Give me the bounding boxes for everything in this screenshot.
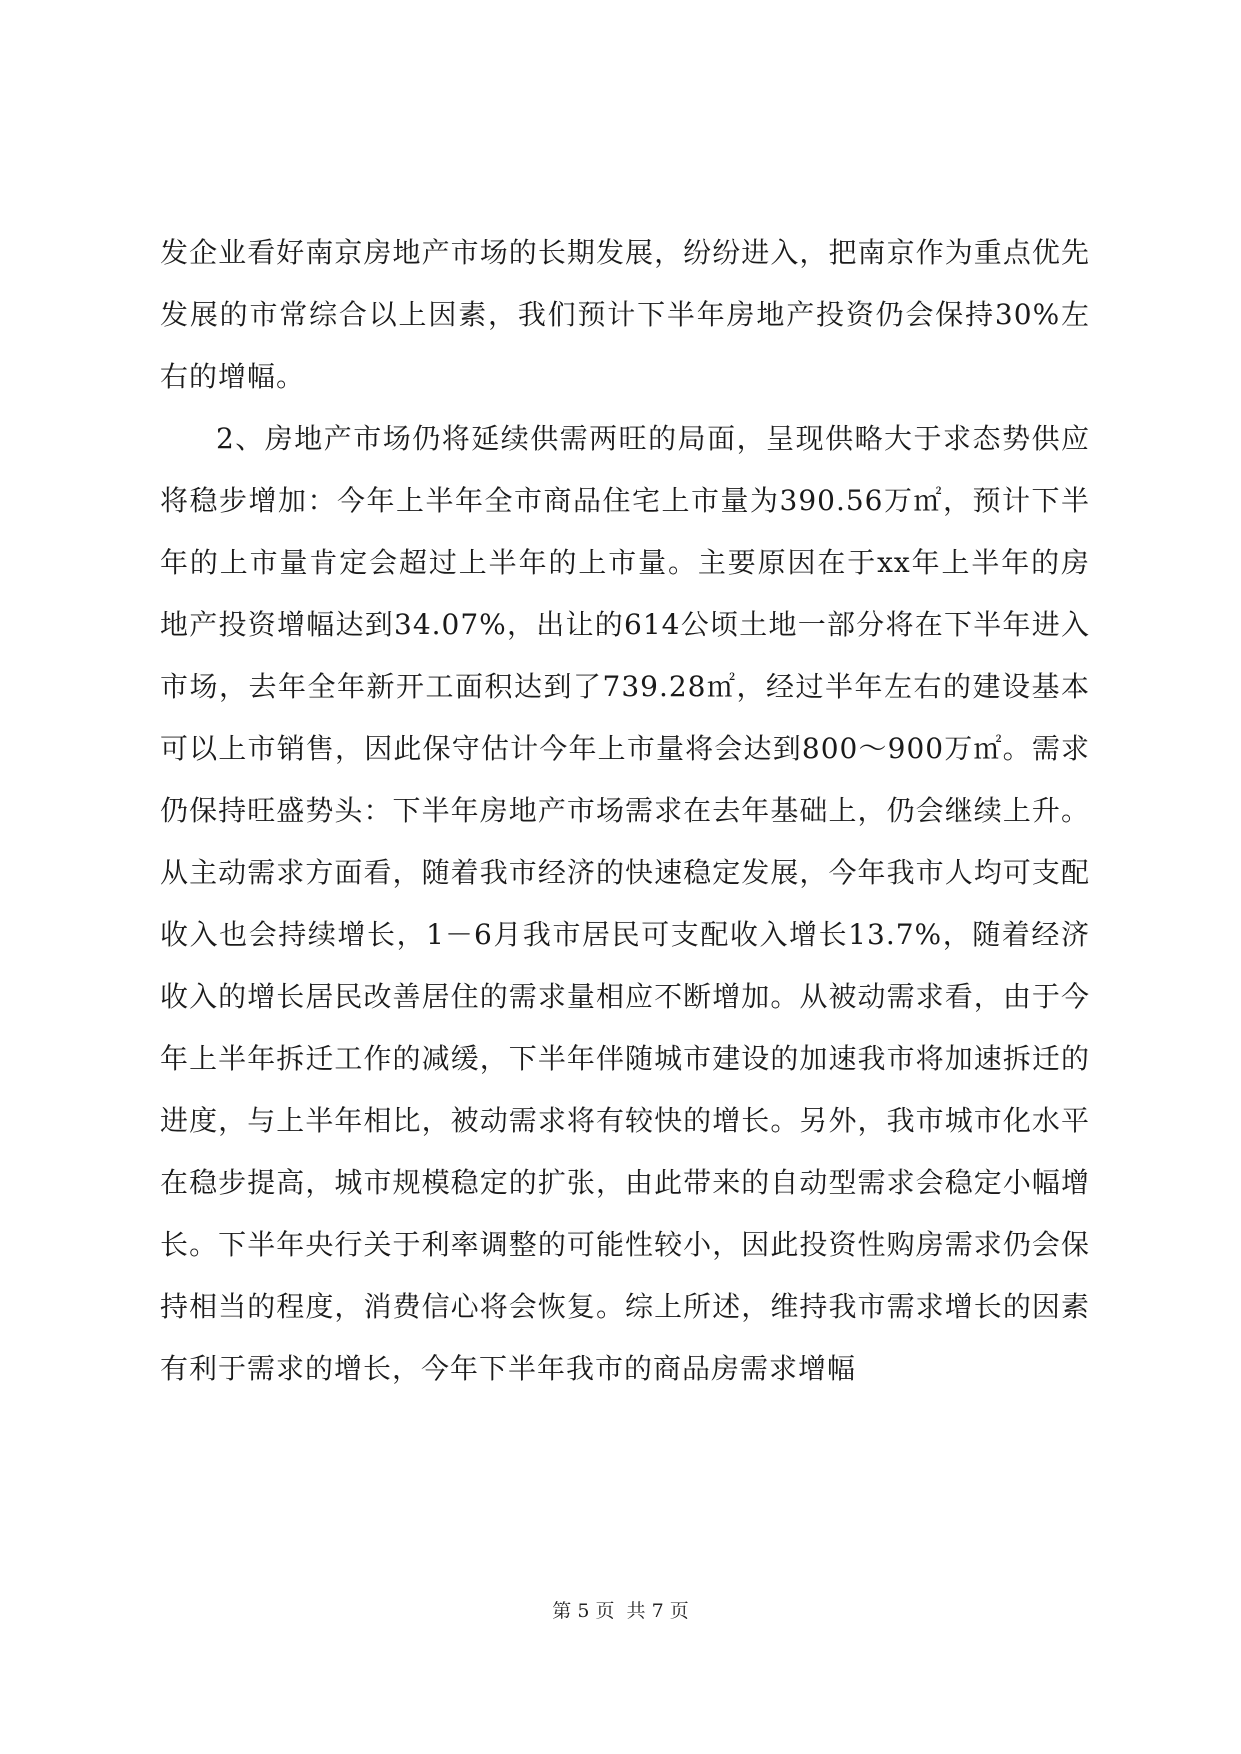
page-number-label: 第 5 页 共 7 页 — [552, 1600, 689, 1622]
page-footer — [0, 1596, 1241, 1626]
document-body — [160, 222, 1090, 1400]
paragraph-real-estate-supply-demand: 2、房地产市场仍将延续供需两旺的局面，呈现供略大于求态势供应将稳步增加：今年上半年全市商品住宅上市量为390.56万㎡，预计下半年的上市量肯定会超过上半年的上市量。主要原因在于xx年上半年的房地产投资增幅达到34.07%，出让的614公顷土地一部分将在下半年进入市场，去年全年新开工面积达到了739.28㎡，经过半年左右的建设基本可以上市销售，因此保守估计今年上市量将会达到800～900万㎡。需求仍保持旺盛势头：下半年房地产市场需求在去年基础上，仍会继续上升。从主动需求方面看，随着我市经济的快速稳定发展，今年我市人均可支配收入也会持续增长，1－6月我市居民可支配收入增长13.7%，随着经济收入的增长居民改善居住的需求量相应不断增加。从被动需求看，由于今年上半年拆迁工作的减缓，下半年伴随城市建设的加速我市将加速拆迁的进度，与上半年相比，被动需求将有较快的增长。另外，我市城市化水平在稳步提高，城市规模稳定的扩张，由此带来的自动型需求会稳定小幅增长。下半年央行关于利率调整的可能性较小，因此投资性购房需求仍会保持相当的程度，消费信心将会恢复。综上所述，维持我市需求增长的因素有利于需求的增长，今年下半年我市的商品房需求增幅 — [160, 422, 1090, 1385]
paragraph-continuation: 发企业看好南京房地产市场的长期发展，纷纷进入，把南京作为重点优先发展的市常综合以上因素，我们预计下半年房地产投资仍会保持30%左右的增幅。 — [160, 236, 1090, 393]
